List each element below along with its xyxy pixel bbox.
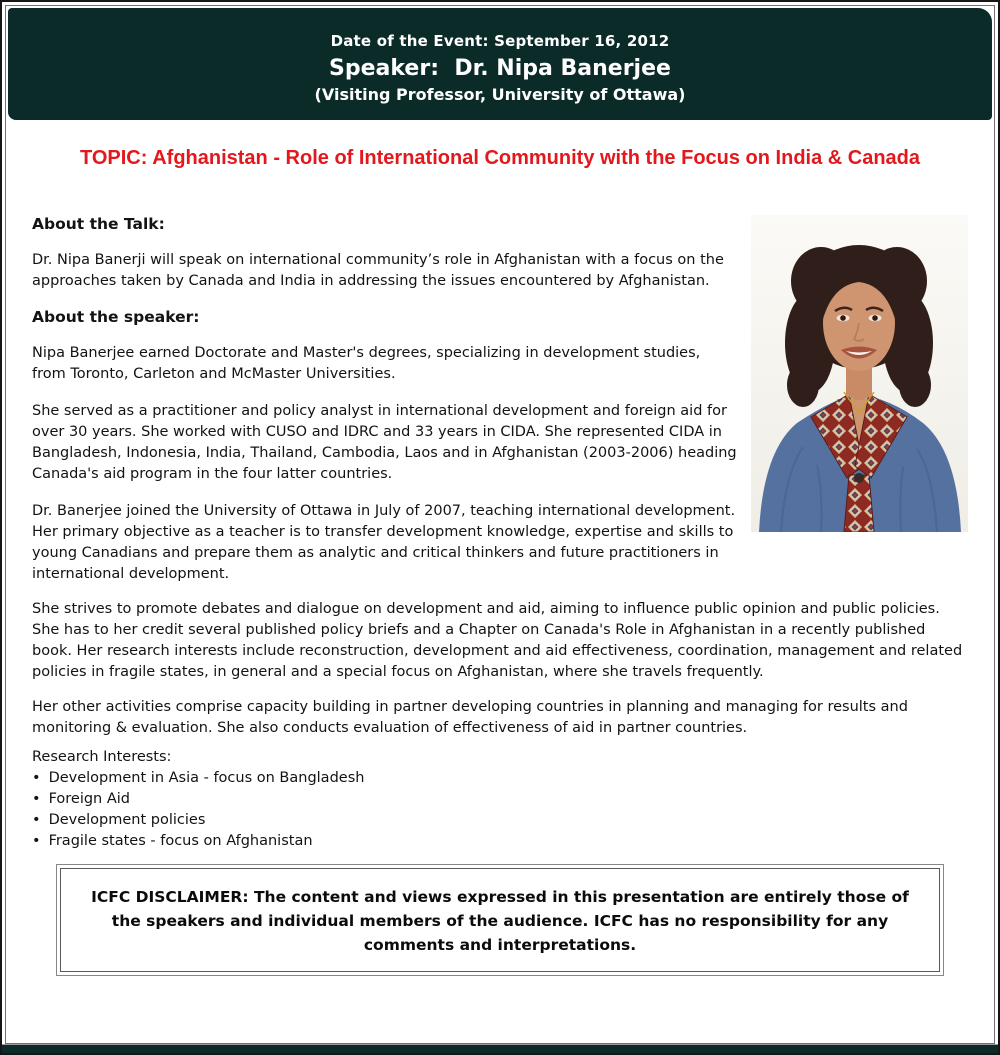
research-item-4: • Fragile states - focus on Afghanistan bbox=[32, 831, 968, 852]
research-item-1: • Development in Asia - focus on Bangladesh bbox=[32, 768, 968, 789]
footer-band bbox=[2, 1044, 998, 1053]
speaker-paragraph-2: She served as a practitioner and policy analyst in international development and foreign aid for over 30 years. She worked with CUSO and IDRC and 33 years in CIDA. She represented CIDA in Bangladesh, Indonesia, India, Thailand, Cambodia, Laos and in Afghanistan (2003-2006) heading Canada's aid program in the four latter countries. bbox=[32, 403, 737, 482]
event-date: Date of the Event: September 16, 2012 bbox=[330, 32, 670, 50]
page-inner-frame bbox=[5, 5, 995, 1044]
research-item-3: • Development policies bbox=[32, 810, 968, 831]
speaker-portrait-illustration bbox=[751, 215, 968, 532]
disclaimer-text: ICFC DISCLAIMER: The content and views expressed in this presentation are entirely those of the speakers and individual members of the audience. ICFC has no responsibility for any comments and interpretations. bbox=[60, 868, 940, 972]
speaker-paragraph-5: Her other activities comprise capacity building in partner developing countries in planning and managing for results and monitoring & evaluation. She also conducts evaluation of effectiveness of aid in partner countries. bbox=[32, 699, 908, 736]
page-content bbox=[6, 146, 994, 976]
speaker-paragraph-3: Dr. Banerjee joined the University of Ottawa in July of 2007, teaching international development. Her primary objective as a teacher is to transfer development knowledge, expertise and skills to young Canadians and prepare them as analytic and critical thinkers and future practitioners in international development. bbox=[32, 503, 736, 582]
research-interests bbox=[32, 747, 968, 852]
speaker-photo bbox=[751, 215, 968, 532]
speaker-name: Speaker: Dr. Nipa Banerjee bbox=[329, 56, 671, 81]
topic-title: TOPIC: Afghanistan - Role of International Community with the Focus on India & Canada bbox=[79, 147, 921, 169]
about-talk-heading: About the Talk: bbox=[32, 215, 165, 233]
research-item-2: • Foreign Aid bbox=[32, 789, 968, 810]
event-header-banner bbox=[8, 8, 992, 120]
speaker-paragraph-1: Nipa Banerjee earned Doctorate and Master's degrees, specializing in development studies, from Toronto, Carleton and McMaster Universities. bbox=[32, 345, 701, 382]
disclaimer-box bbox=[56, 864, 944, 976]
research-interests-heading: Research Interests: bbox=[32, 749, 172, 765]
about-talk-paragraph: Dr. Nipa Banerji will speak on international community’s role in Afghanistan with a focus on the approaches taken by Canada and India in addressing the issues encountered by Afghanistan. bbox=[32, 252, 724, 289]
speaker-affiliation: (Visiting Professor, University of Ottawa) bbox=[314, 85, 686, 104]
speaker-paragraph-4: She strives to promote debates and dialogue on development and aid, aiming to influence public opinion and public policies. She has to her credit several published policy briefs and a Chapter on Canada's Role in Afghanistan in a recently published book. Her research interests include reconstruction, development and aid effectiveness, coordination, management and related policies in fragile states, in general and a special focus on Afghanistan, where she travels frequently. bbox=[32, 601, 963, 680]
about-speaker-heading: About the speaker: bbox=[32, 308, 200, 326]
